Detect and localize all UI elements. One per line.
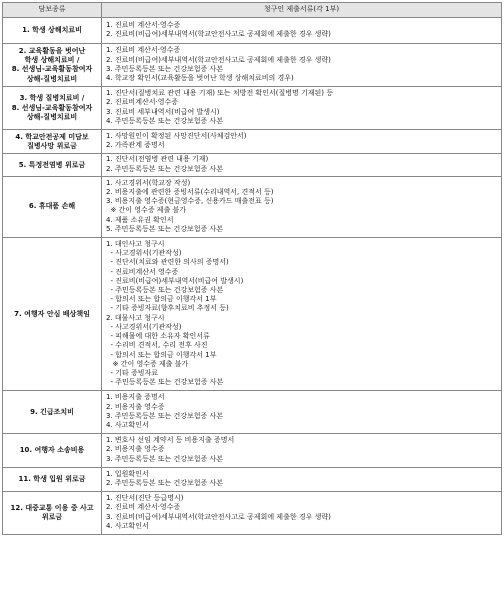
required-documents-cell	[102, 130, 502, 154]
document-item: - 수리비 견적서, 수리 전후 사진	[106, 341, 208, 350]
coverage-category-label: 1. 학생 상해치료비	[22, 26, 82, 35]
coverage-category-label: 6. 휴대품 손해	[28, 202, 76, 211]
coverage-category-label: 질병사망 위로금	[27, 141, 77, 150]
required-documents-cell	[102, 467, 502, 491]
table-header-row	[3, 3, 502, 18]
coverage-category-label: 8. 선생님-교육활동참여자	[11, 103, 93, 112]
coverage-category-label: 상해-질병치료비	[26, 74, 78, 83]
table-row	[3, 467, 502, 491]
required-documents-cell	[102, 18, 502, 44]
document-item: 2. 진료비(비급여)세부내역서(학교안전사고로 공제회에 제출한 경우 생략)	[106, 55, 331, 64]
coverage-category-label: 2. 교육활동을 벗어난	[18, 46, 86, 55]
document-item: 1. 비용지출 증명서	[106, 393, 165, 402]
coverage-category-label: 7. 여행자 안심 배상책임	[14, 309, 90, 318]
document-item: - 진단서(치료와 관련한 의사의 증명서)	[106, 258, 229, 267]
coverage-category-label: 위로금	[41, 513, 63, 522]
required-documents-cell	[102, 154, 502, 176]
document-item: 1. 사망원인이 확정된 사망진단서(사체검안서)	[106, 132, 247, 141]
required-documents-cell	[102, 492, 502, 535]
document-item: - 주민등록등본 또는 건강보험증 사본	[106, 286, 224, 295]
coverage-category-label: 8. 선생님-교육활동참여자	[11, 65, 93, 74]
document-item: - 기타 증빙자료(향후치료비 추정서 등)	[106, 304, 229, 313]
document-item: 2. 주민등록등본 또는 건강보험증 사본	[106, 478, 224, 487]
header-documents: 청구인 제출서류(각 1부)	[102, 3, 502, 18]
document-item: - 주민등록등본 또는 건강보험증 사본	[106, 378, 224, 387]
coverage-category-cell	[3, 391, 102, 434]
document-item: 4. 주민등록등본 또는 건강보험증 사본	[106, 116, 224, 125]
coverage-category-cell	[3, 238, 102, 391]
coverage-category-cell	[3, 492, 102, 535]
document-item: 3. 주민등록등본 또는 건강보험증 사본	[106, 411, 224, 420]
coverage-category-cell	[3, 176, 102, 237]
required-documents-cell	[102, 176, 502, 237]
table-row	[3, 492, 502, 535]
document-item: 1. 진단서(진단 등급명시)	[106, 494, 184, 503]
document-item: 2. 주민등록등본 또는 건강보험증 사본	[106, 164, 224, 173]
document-item: 1. 진료비 계산서·영수증	[106, 46, 181, 55]
coverage-category-cell	[3, 18, 102, 44]
coverage-category-label: 3. 학생 질병치료비 /	[19, 94, 85, 103]
coverage-category-cell	[3, 154, 102, 176]
header-category: 담보종류	[3, 3, 102, 18]
table-row	[3, 44, 502, 87]
required-documents-cell	[102, 391, 502, 434]
document-item: 4. 제품 소유권 확인서	[106, 215, 174, 224]
table-row	[3, 238, 502, 391]
document-item: 2. 진료비 계산서·영수증	[106, 503, 181, 512]
document-item: 2. 진료비(비급여)세부내역서(학교안전사고로 공제회에 제출한 경우 생략)	[106, 30, 331, 39]
required-documents-cell	[102, 238, 502, 391]
document-item: 5. 주민등록등본 또는 건강보험증 사본	[106, 224, 224, 233]
table-row	[3, 391, 502, 434]
required-documents-cell	[102, 87, 502, 130]
document-item: - 합의서 또는 합의금 이행각서 1부	[106, 350, 217, 359]
coverage-category-label: 10. 여행자 소송비용	[19, 445, 85, 454]
document-item: - 진료비(비급여)세부내역서(비급여 발생시)	[106, 276, 244, 285]
coverage-category-cell	[3, 44, 102, 87]
claim-documents-table	[2, 2, 502, 535]
coverage-category-cell	[3, 87, 102, 130]
table-row	[3, 176, 502, 237]
coverage-category-cell	[3, 434, 102, 468]
document-item: - 합의서 또는 합의금 이행각서 1부	[106, 295, 217, 304]
coverage-category-label: 5. 특정전염병 위로금	[18, 160, 86, 169]
table-row	[3, 154, 502, 176]
document-item: 2. 진료비계산서·영수증	[106, 98, 178, 107]
document-item: 1. 사고경위서(학교장 작성)	[106, 178, 191, 187]
document-item: 2. 비용지출 영수증	[106, 445, 165, 454]
document-item: ※ 간이 영수증 제출 불가	[106, 206, 187, 215]
table-row	[3, 434, 502, 468]
document-item: 2. 비용지출에 관련한 증빙서류(수리내역서, 견적서 등)	[106, 188, 274, 197]
coverage-category-label: 9. 긴급조치비	[30, 407, 74, 416]
coverage-category-label: 4. 학교안전공제 미담보	[15, 132, 89, 141]
table-row	[3, 130, 502, 154]
table-row	[3, 18, 502, 44]
document-item: 3. 진료비 세부내역서(비급여 발생시)	[106, 107, 220, 116]
document-item: 3. 주민등록등본 또는 건강보험증 사본	[106, 64, 224, 73]
document-item: 3. 비용지출 영수증(현금영수증, 신용카드 매출전표 등)	[106, 197, 274, 206]
document-item: 4. 사고확인서	[106, 420, 149, 429]
document-item: - 기타 증빙자료	[106, 368, 158, 377]
document-item: ※ 간이 영수증 제출 불가	[106, 359, 189, 368]
coverage-category-cell	[3, 130, 102, 154]
document-item: - 사고경위서(기관작성)	[106, 322, 182, 331]
coverage-category-cell	[3, 467, 102, 491]
table-row	[3, 87, 502, 130]
document-item: - 사고경위서(기관작성)	[106, 249, 182, 258]
document-item: 1. 진료비 계산서·영수증	[106, 21, 181, 29]
table-body	[3, 18, 502, 535]
document-item: - 피해물에 대한 소유자 확인서류	[106, 332, 210, 341]
document-item: 4. 학교장 확인서(교육활동을 벗어난 학생 상해치료비의 경우)	[106, 74, 294, 83]
document-item: 1. 변호사 선임 계약서 등 비용지출 증명서	[106, 436, 235, 445]
document-item: 1. 대인사고 청구시	[106, 240, 165, 249]
coverage-category-label: 학생 상해치료비 /	[24, 56, 80, 65]
coverage-category-label: 11. 학생 입원 위로금	[18, 474, 86, 483]
document-item: 1. 진단서(질병치료 관련 내용 기재) 또는 처방전 확인서(질병명 기재된) 등	[106, 89, 333, 98]
document-item: 2. 비용지출 영수증	[106, 402, 165, 411]
document-item: 2. 대물사고 청구시	[106, 313, 165, 322]
coverage-category-label: 상해-질병치료비	[26, 112, 78, 121]
document-item: 1. 입원확인서	[106, 469, 149, 478]
coverage-category-label: 12. 대중교통 이용 중 사고	[10, 503, 94, 512]
document-item: 3. 진료비(비급여)세부내역서(학교안전사고로 공제회에 제출한 경우 생략)	[106, 512, 331, 521]
document-item: 3. 주민등록등본 또는 건강보험증 사본	[106, 454, 224, 463]
document-item: - 진료비계산서 영수증	[106, 267, 179, 276]
document-item: 1. 진단서(전염병 관련 내용 기재)	[106, 155, 209, 164]
required-documents-cell	[102, 44, 502, 87]
document-item: 4. 사고확인서	[106, 521, 149, 530]
document-item: 2. 가족관계 증명서	[106, 141, 165, 150]
required-documents-cell	[102, 434, 502, 468]
